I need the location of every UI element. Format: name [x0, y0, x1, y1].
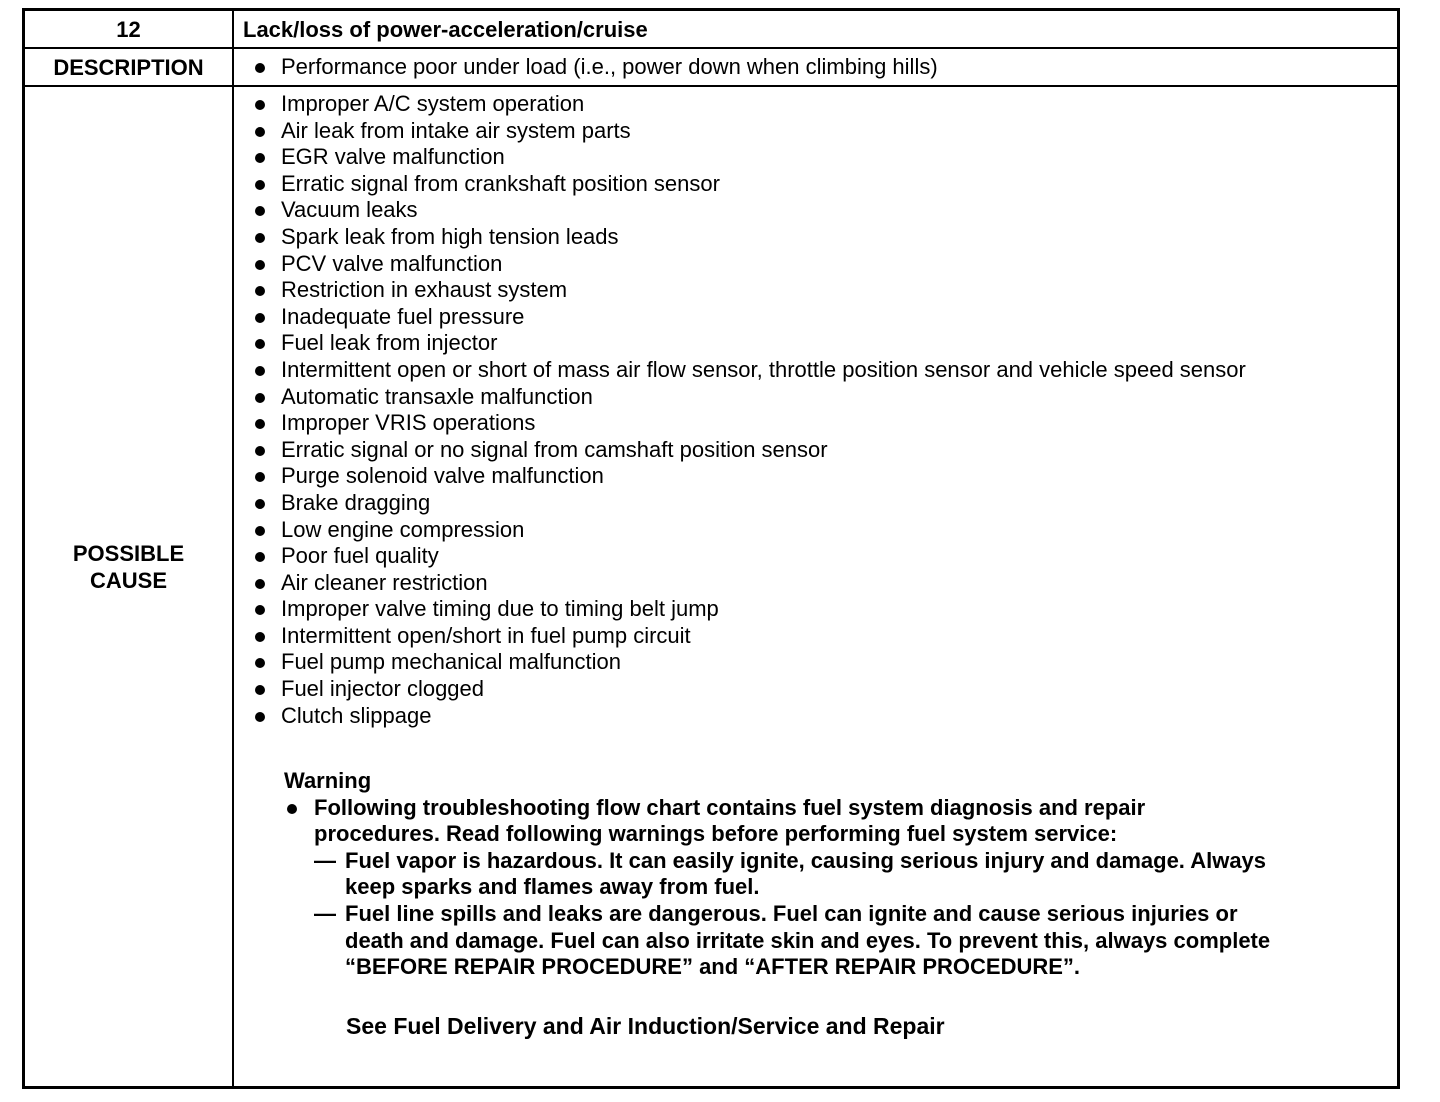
- cause-item: Vacuum leaks: [234, 197, 1246, 224]
- cause-item: Erratic signal or no signal from camshaft position sensor: [234, 437, 1246, 464]
- possible-cause-label-line1: POSSIBLE: [72, 540, 185, 566]
- symptom-number: 12: [25, 11, 234, 47]
- dash-mark: —: [314, 847, 336, 873]
- cause-item: Erratic signal from crankshaft position sensor: [234, 171, 1246, 198]
- cause-item: Clutch slippage: [234, 703, 1246, 730]
- description-text: Performance poor under load (i.e., power down when climbing hills): [234, 54, 938, 81]
- cause-item: EGR valve malfunction: [234, 144, 1246, 171]
- possible-cause-label-line2: CAUSE: [89, 567, 167, 593]
- cause-item: Fuel pump mechanical malfunction: [234, 649, 1246, 676]
- warning-block: [283, 768, 1383, 1039]
- possible-cause-label: [25, 87, 234, 1086]
- description-label: DESCRIPTION: [25, 49, 234, 85]
- cause-item: PCV valve malfunction: [234, 251, 1246, 278]
- cause-item: Automatic transaxle malfunction: [234, 384, 1246, 411]
- cause-item: Air cleaner restriction: [234, 570, 1246, 597]
- cause-item: Intermittent open or short of mass air flow sensor, throttle position sensor and vehicle speed sensor: [234, 357, 1246, 384]
- cause-item: Brake dragging: [234, 490, 1246, 517]
- dash-mark: —: [314, 900, 336, 926]
- description-cell: [234, 49, 1397, 85]
- warning-sub-item: [283, 901, 1383, 981]
- possible-cause-cell: [234, 87, 1397, 1086]
- cause-item: Restriction in exhaust system: [234, 277, 1246, 304]
- warning-main-item: [283, 795, 1383, 848]
- warning-sub-line: keep sparks and flames away from fuel.: [345, 874, 760, 900]
- cause-item: Intermittent open/short in fuel pump circuit: [234, 623, 1246, 650]
- warning-sub-item: [283, 848, 1383, 901]
- warning-sub-line: “BEFORE REPAIR PROCEDURE” and “AFTER REPAIR PROCEDURE”.: [345, 954, 1081, 980]
- header-row: [25, 11, 1397, 49]
- cause-item: Air leak from intake air system parts: [234, 118, 1246, 145]
- description-row: [25, 49, 1397, 87]
- cause-item: Spark leak from high tension leads: [234, 224, 1246, 251]
- cause-item: Poor fuel quality: [234, 543, 1246, 570]
- warning-sub-line: Fuel line spills and leaks are dangerous. Fuel can ignite and cause serious injuries or: [345, 900, 1238, 926]
- warning-main-line: Following troubleshooting flow chart contains fuel system diagnosis and repair: [314, 794, 1146, 820]
- cause-item: Improper valve timing due to timing belt jump: [234, 596, 1246, 623]
- warning-heading: Warning: [284, 768, 372, 793]
- cause-item: Fuel injector clogged: [234, 676, 1246, 703]
- cause-item: Low engine compression: [234, 517, 1246, 544]
- symptom-title: Lack/loss of power-acceleration/cruise: [243, 17, 648, 42]
- header-title-cell: [234, 11, 1397, 47]
- cause-item: Purge solenoid valve malfunction: [234, 463, 1246, 490]
- cause-list: [234, 91, 1246, 729]
- warning-main-line: procedures. Read following warnings before performing fuel system service:: [314, 821, 1118, 847]
- troubleshooting-table: [22, 8, 1400, 1089]
- cause-item: Improper VRIS operations: [234, 410, 1246, 437]
- warning-sub-line: Fuel vapor is hazardous. It can easily ignite, causing serious injury and damage. Always: [345, 847, 1267, 873]
- see-also-reference: See Fuel Delivery and Air Induction/Service and Repair: [346, 1012, 945, 1039]
- cause-item: Improper A/C system operation: [234, 91, 1246, 118]
- cause-item: Fuel leak from injector: [234, 330, 1246, 357]
- cause-item: Inadequate fuel pressure: [234, 304, 1246, 331]
- possible-cause-row: [25, 87, 1397, 1086]
- warning-sub-line: death and damage. Fuel can also irritate skin and eyes. To prevent this, always complete: [345, 927, 1271, 953]
